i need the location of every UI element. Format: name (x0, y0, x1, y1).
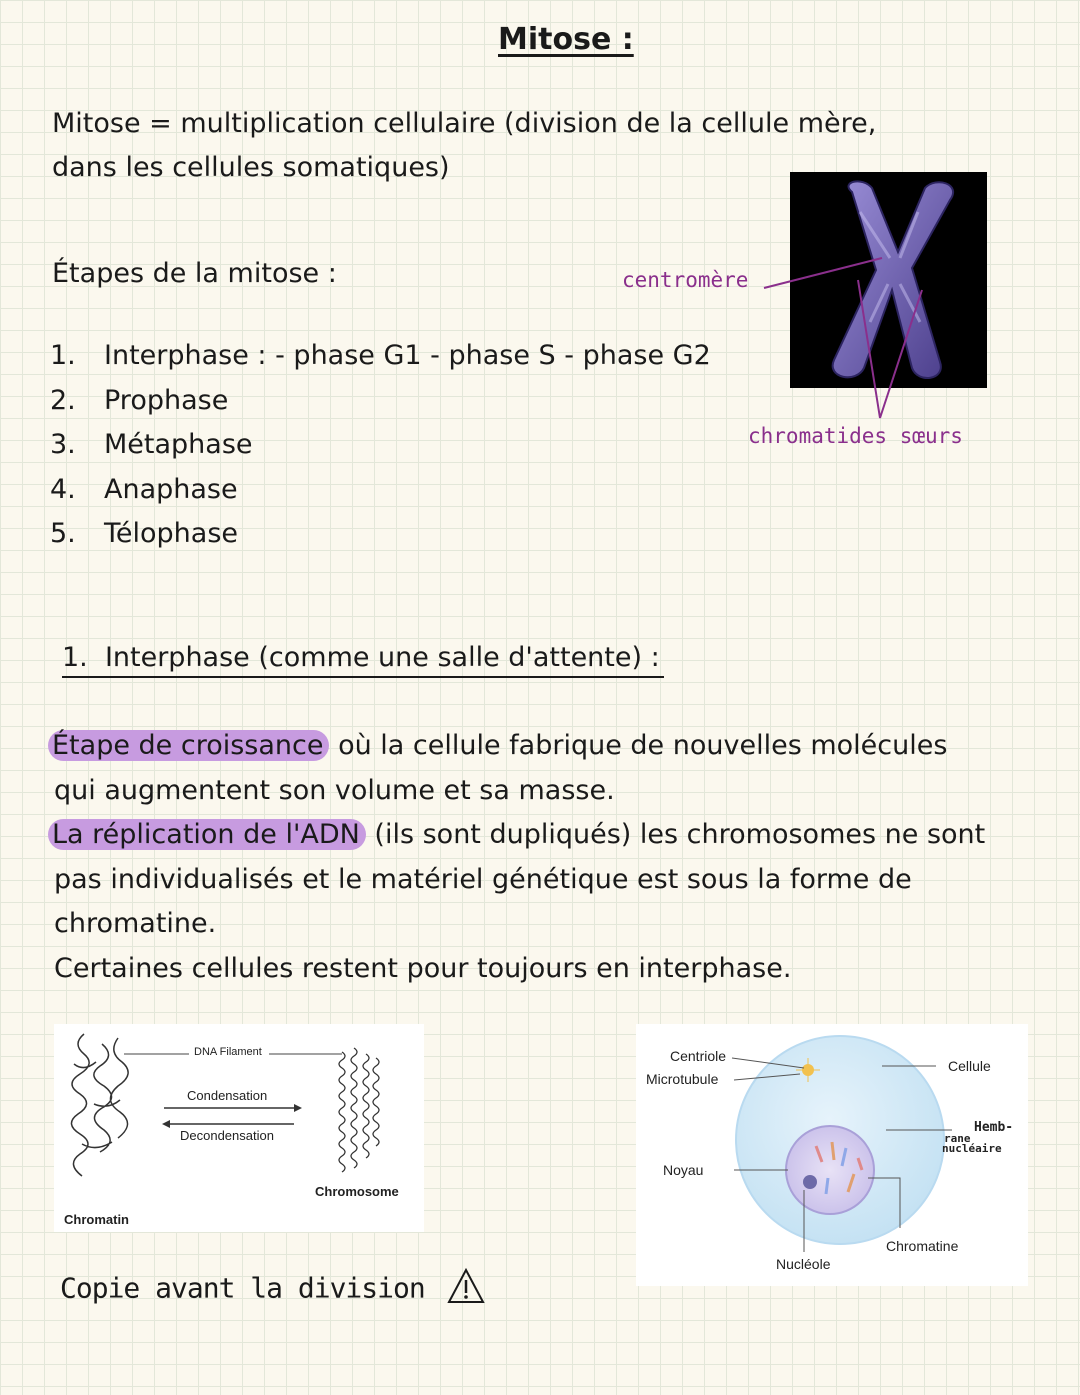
list-item: 3. Métaphase (50, 429, 253, 460)
nucleole-label: Nucléole (776, 1256, 831, 1272)
list-item: 4. Anaphase (50, 473, 238, 505)
cell-diagram (636, 1024, 1028, 1286)
microtubule-label: Microtubule (646, 1071, 719, 1087)
intro-line-1: Mitose = multiplication cellulaire (division de la cellule mère, (52, 108, 877, 139)
division-note: Copie avant la division (60, 1268, 485, 1311)
noyau-label: Noyau (663, 1162, 704, 1178)
decondensation-label: Decondensation (180, 1128, 274, 1143)
interphase-paragraph: Étape de croissance où la cellule fabrique de nouvelles molécules qui augmentent son volume et sa masse. La réplication de l'ADN (ils sont dupliqués) les chromosomes ne sont pas individualisés et le matériel génétique est sous la forme de chromatine. Certaines cellules restent pour toujours en interphase. (54, 724, 1044, 991)
chromatine-label: Chromatine (886, 1238, 959, 1254)
cellule-label: Cellule (948, 1058, 991, 1074)
chromatides-label: chromatides sœurs (748, 424, 963, 448)
list-item: 2. Prophase (50, 384, 229, 416)
list-item: 1. Interphase : - phase G1 - phase S - phase G2 (50, 340, 711, 371)
centriole-label: Centriole (670, 1048, 727, 1064)
intro-line-2: dans les cellules somatiques) (52, 152, 450, 183)
warning-icon (447, 1268, 485, 1311)
page-title: Mitose : (498, 22, 634, 57)
list-item: 5. Télophase (50, 518, 239, 549)
membrane-label-2: rane (944, 1132, 971, 1145)
centromere-label: centromère (622, 268, 749, 292)
etapes-heading: Étapes de la mitose : (52, 258, 337, 289)
condensation-label: Condensation (187, 1088, 268, 1103)
section-heading: 1. Interphase (comme une salle d'attente) : (62, 642, 664, 673)
membrane-label-3: nucléaire (942, 1142, 1002, 1155)
highlight-replication: La réplication de l'ADN (48, 819, 366, 850)
membrane-label-1: Hemb- (974, 1120, 1014, 1135)
chromosome-label: Chromosome (315, 1184, 399, 1199)
chromatin-label: Chromatin (64, 1212, 129, 1227)
dna-condensation-diagram (54, 1024, 424, 1232)
highlight-croissance: Étape de croissance (48, 730, 329, 761)
dna-filament-label: DNA Filament (194, 1046, 262, 1058)
